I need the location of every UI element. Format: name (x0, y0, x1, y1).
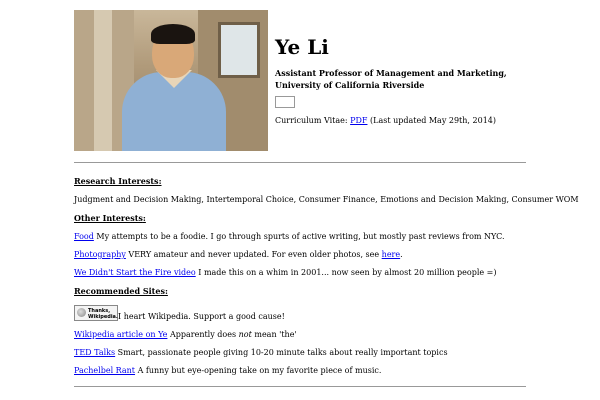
blank-widget (275, 96, 295, 108)
list-item: Food My attempts to be a foodie. I go through spurts of active writing, but mostly past reviews from NYC. (74, 232, 505, 241)
wikipedia-globe-icon (77, 308, 86, 317)
list-item: Photography VERY amateur and never updated. For even older photos, see here. (74, 250, 403, 259)
cv-line (275, 116, 496, 125)
pachelbel-rant-link[interactable]: Pachelbel Rant (74, 366, 136, 375)
photography-link[interactable]: Photography (74, 250, 126, 259)
research-text: Judgment and Decision Making, Intertemporal Choice, Consumer Finance, Emotions and Decision Making, Consumer WOM (74, 195, 579, 204)
other-heading: Other Interests: (74, 213, 146, 223)
page-title: Ye Li (275, 35, 329, 59)
list-item: TED Talks Smart, passionate people giving 10-20 minute talks about really important topics (74, 348, 448, 357)
divider-top (74, 162, 526, 163)
sites-heading: Recommended Sites: (74, 286, 168, 296)
ted-talks-link[interactable]: TED Talks (74, 348, 116, 357)
older-photos-link[interactable]: here (381, 250, 401, 259)
job-title: Assistant Professor of Management and Marketing, University of California Riverside (275, 68, 507, 90)
list-item: Pachelbel Rant A funny but eye-opening take on my favorite piece of music. (74, 366, 382, 375)
list-item: We Didn't Start the Fire video I made this on a whim in 2001... now seen by almost 20 million people =) (74, 268, 497, 277)
wikipedia-ye-link[interactable]: Wikipedia article on Ye (74, 330, 168, 339)
cv-pdf-link[interactable]: PDF (350, 116, 368, 125)
fire-video-link[interactable]: We Didn't Start the Fire video (74, 268, 196, 277)
list-item: Wikipedia article on Ye Apparently does not mean 'the' (74, 330, 297, 339)
divider-bottom (74, 386, 526, 387)
profile-photo (74, 10, 268, 151)
badge-caption: I heart Wikipedia. Support a good cause! (118, 312, 285, 321)
research-heading: Research Interests: (74, 176, 162, 186)
food-link[interactable]: Food (74, 232, 94, 241)
cv-label: Curriculum Vitae: (275, 116, 351, 125)
wikipedia-badge[interactable]: Thanks, Wikipedia. (74, 305, 118, 321)
cv-updated: (Last updated May 29th, 2014) (367, 116, 496, 125)
